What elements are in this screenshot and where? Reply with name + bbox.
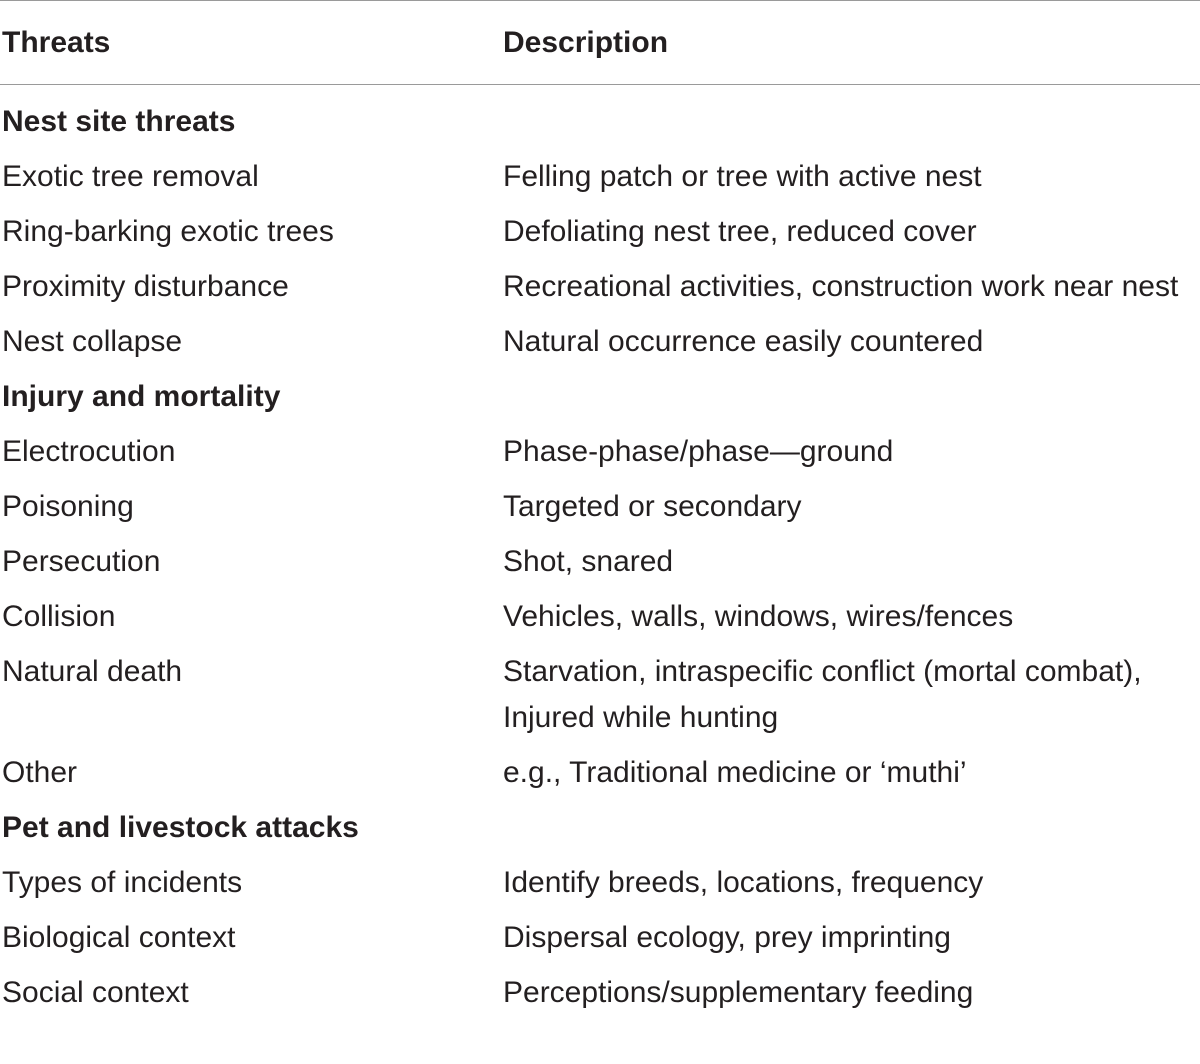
table-row — [0, 154, 1200, 209]
table-row — [0, 915, 1200, 970]
threat-cell: Exotic tree removal — [2, 160, 259, 193]
description-cell: Vehicles, walls, windows, wires/fences — [503, 600, 1014, 633]
threat-cell: Persecution — [2, 545, 161, 578]
threat-cell: Other — [2, 756, 78, 789]
section-heading — [0, 805, 1200, 860]
header-threats: Threats — [2, 26, 111, 59]
description-cell: Shot, snared — [503, 545, 674, 578]
table-row — [0, 539, 1200, 594]
table-row — [0, 429, 1200, 484]
threat-cell: Collision — [2, 600, 116, 633]
threat-cell: Types of incidents — [2, 866, 243, 899]
header-description: Description — [503, 26, 669, 59]
table-row — [0, 484, 1200, 539]
table-row — [0, 319, 1200, 374]
table-row — [0, 970, 1200, 1025]
threat-cell: Electrocution — [2, 435, 176, 468]
threat-cell: Social context — [2, 976, 189, 1009]
section-heading — [0, 99, 1200, 154]
threat-cell: Poisoning — [2, 490, 134, 523]
description-cell: Starvation, intraspecific conflict (mortal combat), Injured while hunting — [503, 655, 1142, 734]
description-cell: Identify breeds, locations, frequency — [503, 866, 984, 899]
table-row — [0, 750, 1200, 805]
table-row — [0, 594, 1200, 649]
threat-cell: Biological context — [2, 921, 236, 954]
description-cell: Dispersal ecology, prey imprinting — [503, 921, 951, 954]
table-header — [0, 2, 1200, 85]
threat-cell: Natural death — [2, 655, 183, 688]
threat-cell: Proximity disturbance — [2, 270, 289, 303]
section-title: Injury and mortality — [2, 380, 281, 413]
table-row — [0, 860, 1200, 915]
table-row — [0, 209, 1200, 264]
description-cell: Defoliating nest tree, reduced cover — [503, 215, 977, 248]
section-title: Pet and livestock attacks — [2, 811, 359, 844]
table-body — [0, 99, 1200, 1025]
description-cell: Natural occurrence easily countered — [503, 325, 984, 358]
threat-cell: Nest collapse — [2, 325, 183, 358]
table-row — [0, 649, 1200, 750]
threat-cell: Ring-barking exotic trees — [2, 215, 334, 248]
description-cell: Felling patch or tree with active nest — [503, 160, 982, 193]
description-cell: Recreational activities, construction work near nest — [503, 270, 1179, 303]
section-heading — [0, 374, 1200, 429]
table-top-rule — [0, 0, 1200, 1]
table-row — [0, 264, 1200, 319]
section-title: Nest site threats — [2, 105, 236, 138]
description-cell: Targeted or secondary — [503, 490, 802, 523]
description-cell: Phase-phase/phase—ground — [503, 435, 894, 468]
description-cell: Perceptions/supplementary feeding — [503, 976, 974, 1009]
description-cell: e.g., Traditional medicine or ‘muthi’ — [503, 756, 967, 789]
